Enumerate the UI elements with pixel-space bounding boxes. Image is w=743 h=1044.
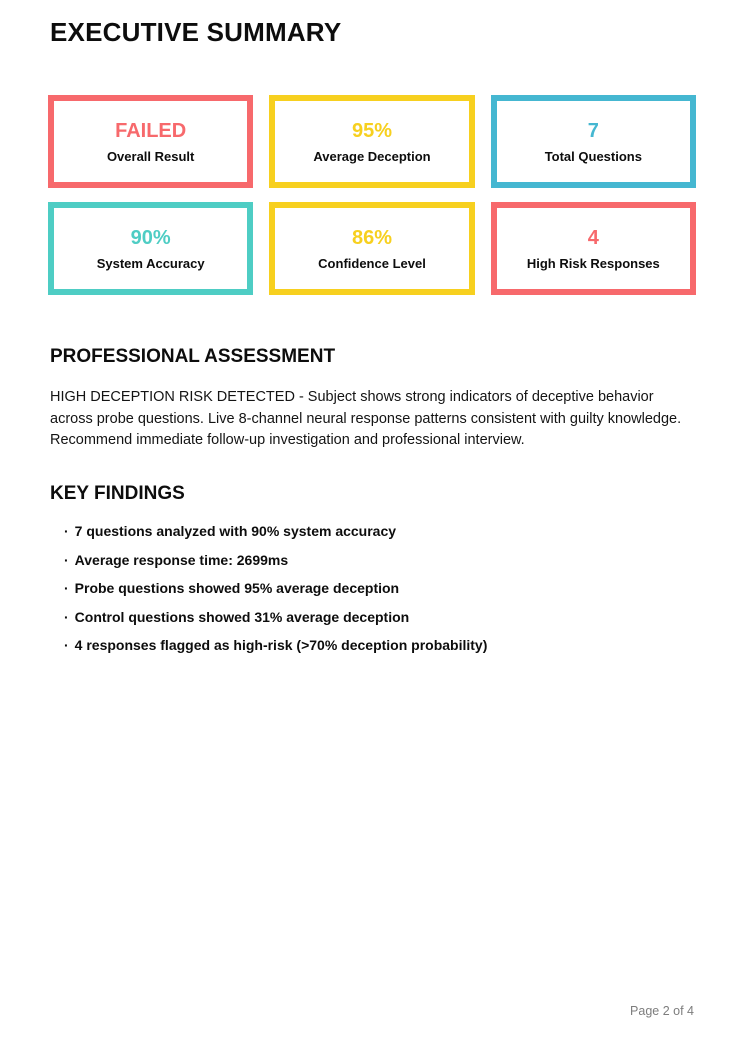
finding-text: Control questions showed 31% average deception bbox=[74, 608, 410, 625]
finding-text: Probe questions showed 95% average deception bbox=[74, 580, 400, 596]
stat-value: 7 bbox=[587, 119, 599, 142]
assessment-paragraph: HIGH DECEPTION RISK DETECTED - Subject shows strong indicators of deceptive behavior across probe questions. Live 8-channel neural response patterns consistent with guilty knowledge. Recommend immediate follow-up investigation and professional interview. bbox=[50, 389, 682, 448]
page-number: Page 2 of 4 bbox=[630, 1004, 694, 1018]
assessment-heading: PROFESSIONAL ASSESSMENT bbox=[50, 346, 336, 367]
stat-card-confidence-level bbox=[269, 202, 474, 295]
stat-label: Total Questions bbox=[544, 148, 642, 164]
bullet-dot: · bbox=[64, 523, 69, 539]
finding-text: 4 responses flagged as high-risk (>70% deception probability) bbox=[74, 637, 488, 653]
key-findings-list bbox=[64, 524, 664, 667]
key-findings-heading: KEY FINDINGS bbox=[50, 483, 185, 504]
stat-label: High Risk Responses bbox=[526, 255, 660, 271]
stat-label: Overall Result bbox=[106, 148, 195, 164]
stat-label: Confidence Level bbox=[318, 255, 426, 271]
finding-item bbox=[64, 610, 664, 624]
stat-value: FAILED bbox=[115, 119, 187, 142]
stat-card-total-questions bbox=[491, 95, 696, 188]
finding-text: 7 questions analyzed with 90% system accuracy bbox=[74, 523, 397, 539]
stat-card-system-accuracy bbox=[48, 202, 253, 295]
page-title: EXECUTIVE SUMMARY bbox=[50, 17, 342, 47]
stat-value: 4 bbox=[587, 226, 599, 249]
bullet-dot: · bbox=[64, 551, 69, 568]
stat-label: System Accuracy bbox=[96, 255, 205, 271]
bullet-dot: · bbox=[64, 637, 69, 653]
stat-card-average-deception bbox=[269, 95, 474, 188]
stat-value: 90% bbox=[130, 226, 171, 249]
bullet-dot: · bbox=[64, 580, 69, 596]
stat-card-overall-result bbox=[48, 95, 253, 188]
finding-item bbox=[64, 524, 664, 538]
stat-value: 86% bbox=[351, 226, 392, 249]
finding-item bbox=[64, 553, 664, 567]
finding-text: Average response time: 2699ms bbox=[74, 551, 289, 568]
stat-label: Average Deception bbox=[313, 148, 431, 164]
stat-value: 95% bbox=[351, 119, 392, 142]
stats-grid bbox=[48, 95, 696, 295]
finding-item bbox=[64, 638, 664, 652]
finding-item bbox=[64, 581, 664, 595]
bullet-dot: · bbox=[64, 608, 69, 625]
stat-card-high-risk-responses bbox=[491, 202, 696, 295]
